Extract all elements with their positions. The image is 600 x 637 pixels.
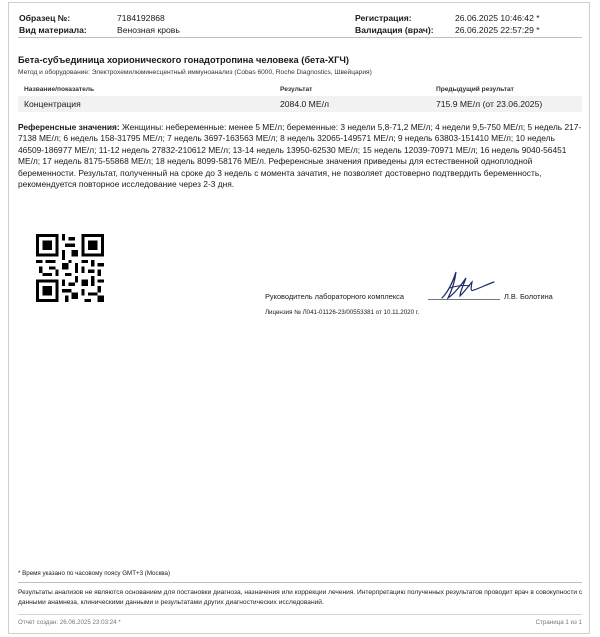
registration-label: Регистрация: [355,13,412,23]
row-name: Концентрация [24,99,81,109]
timezone-note: * Время указано по часовому поясу GMT+3 (Москва) [18,570,171,577]
col-name-header: Название/показатель [24,86,95,93]
sample-label: Образец №: [19,13,71,23]
disclaimer: Результаты анализов не являются основанием для постановки диагноза, назначения или коррекции лечения. Интерпретацию полученных результатов проводит врач в совокупности с данными анамнеза, клиническими данными и результатами других диагностических исследований. [18,589,583,606]
material-label: Вид материала: [19,25,87,35]
bottom-divider [18,614,582,615]
sample-number: 7184192868 [117,13,165,23]
signature-name: Л.В. Болотина [504,292,553,301]
validation-value: 26.06.2025 22:57:29 * [455,25,540,35]
row-result: 2084.0 МЕ/л [280,99,329,109]
row-previous: 715.9 МЕ/л (от 23.06.2025) [436,99,543,109]
footer-divider [18,582,582,583]
material-value: Венозная кровь [117,25,180,35]
page-number: Страница 1 из 1 [535,619,582,626]
reference-values [18,122,583,190]
signature-role: Руководитель лабораторного комплекса [265,292,404,301]
validation-label: Валидация (врач): [355,25,434,35]
results-table-header [18,84,582,95]
license-number: Лицензия № Л041-01126-23/00553381 от 10.11.2020 г. [265,309,419,316]
signature-line [428,299,500,300]
registration-value: 26.06.2025 10:46:42 * [455,13,540,23]
test-method: Метод и оборудование: Электрохемилюминесцентный иммуноанализ (Cobas 6000, Roche Diagnostics, Швейцария) [18,69,372,76]
report-created: Отчет создан: 26.06.2025 23:03:24 * [18,619,121,626]
table-row [18,96,582,112]
col-result-header: Результат [280,86,313,93]
qr-code-icon [36,234,104,302]
reference-label: Референсные значения: [18,122,120,132]
header-divider [18,37,582,38]
report-footer [18,619,582,626]
reference-text: Женщины: небеременные: менее 5 МЕ/л; беременные: 3 недели 5,8-71,2 МЕ/л; 4 недели 9,5-750 МЕ/л; 5 недель 217-7138 МЕ/л; 6 недель 158-31795 МЕ/л; 7 недель 3697-163563 МЕ/л; 8 недель 32065-149571 МЕ/л; 9 недель 63803-151410 МЕ/л; 10 недель 46509-186977 МЕ/л; 11-12 недель 27832-210612 МЕ/л; 13-14 недель 13950-62530 МЕ/л; 15 недель 12039-70971 МЕ/л; 16 недель 9040-56451 МЕ/л; 17 недель 8175-55868 МЕ/л; 18 недель 8099-58176 МЕ/л. Референсные значения приведены для естественной одноплодной беременности. Результат, полученный на сроке до 3 недель с момента зачатия, не позволяет достоверно подтвердить беременность, рекомендуется повторное исследование через 2-3 дня. [18,122,582,190]
col-previous-header: Предыдущий результат [436,86,514,93]
test-title: Бета-субъединица хорионического гонадотропина человека (бета-ХГЧ) [18,55,350,65]
